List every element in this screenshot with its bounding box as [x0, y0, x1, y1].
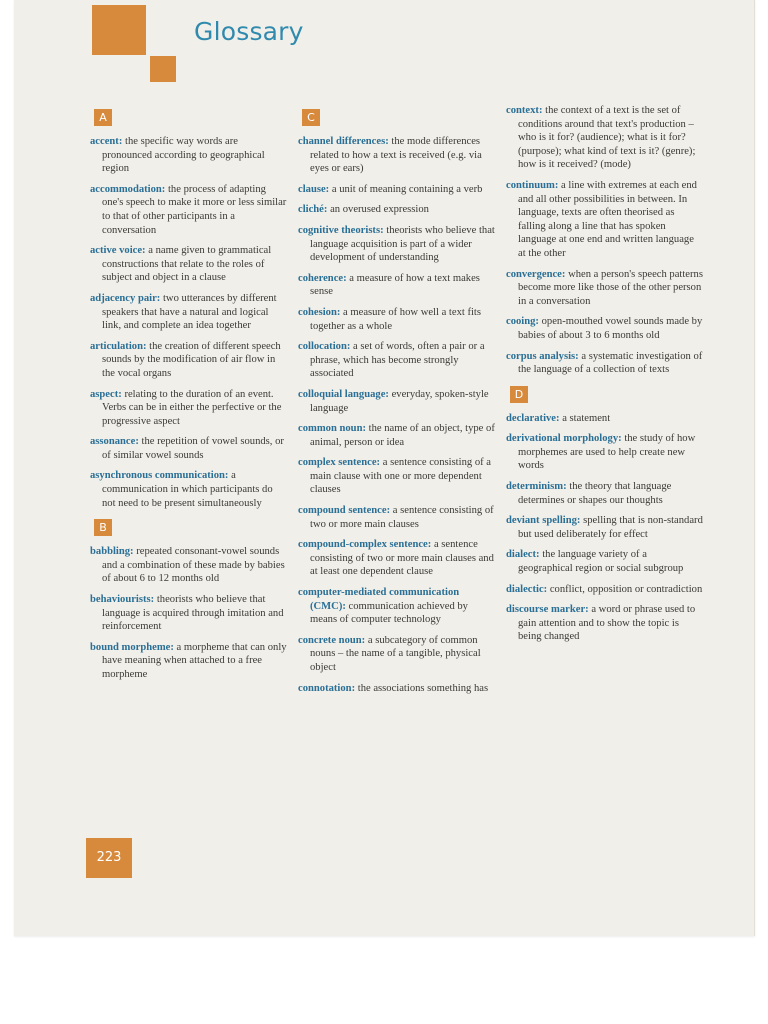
glossary-definition: a measure of how a text makes sense [310, 272, 480, 298]
glossary-column-2 [298, 107, 496, 702]
glossary-term: convergence: [506, 268, 566, 280]
glossary-definition: the specific way words are pronounced according to geographical region [102, 136, 265, 175]
glossary-column-3 [506, 104, 704, 651]
glossary-definition: a morpheme that can only have meaning when attached to a free morpheme [102, 641, 287, 680]
glossary-entry [90, 135, 288, 176]
glossary-definition: a word or phrase used to gain attention and to show the topic is being changed [518, 604, 696, 643]
glossary-entry [298, 306, 496, 333]
glossary-term: clause: [298, 183, 330, 195]
glossary-entry [506, 104, 704, 172]
glossary-definition: repeated consonant-vowel sounds and a combination of these made by babies of about 6 to 12 months old [102, 546, 285, 585]
glossary-page [14, 0, 755, 936]
glossary-term: assonance: [90, 436, 139, 448]
glossary-term: determinism: [506, 481, 567, 493]
glossary-definition: everyday, spoken-style language [310, 388, 489, 414]
glossary-entry [298, 538, 496, 579]
glossary-term: declarative: [506, 412, 560, 424]
glossary-definition: a statement [562, 412, 611, 424]
glossary-definition: open-mouthed vowel sounds made by babies of about 3 to 6 months old [518, 316, 703, 341]
glossary-entry [90, 469, 288, 510]
glossary-entry [506, 350, 704, 377]
section-letter-badge: A [94, 109, 112, 126]
glossary-term: channel differences: [298, 136, 389, 147]
glossary-term: dialectic: [506, 583, 548, 595]
glossary-term: babbling: [90, 546, 134, 558]
glossary-entry [506, 179, 704, 261]
glossary-definition: the language variety of a geographical region or social subgroup [518, 549, 684, 575]
glossary-term: accommodation: [90, 183, 166, 195]
glossary-entry [298, 456, 496, 497]
glossary-term: complex sentence: [298, 457, 381, 469]
glossary-definition: a measure of how well a text fits together as a whole [310, 306, 481, 332]
section-letter-badge: D [510, 386, 528, 403]
glossary-definition: the creation of different speech sounds by the modification of air flow in the vocal organs [102, 340, 281, 379]
glossary-term: deviant spelling: [506, 515, 581, 527]
glossary-entry [506, 514, 704, 541]
glossary-entry [90, 435, 288, 462]
glossary-term: cohesion: [298, 306, 341, 318]
glossary-definition: the theory that language determines or shapes our thoughts [518, 481, 672, 506]
glossary-entry [90, 388, 288, 429]
glossary-entry [298, 224, 496, 265]
glossary-term: context: [506, 105, 543, 116]
glossary-definition: the mode differences related to how a text is received (e.g. via eyes or ears) [310, 136, 482, 175]
glossary-entry [506, 583, 704, 597]
glossary-term: bound morpheme: [90, 641, 174, 653]
glossary-entry [90, 545, 288, 586]
page-number: 223 [86, 838, 132, 878]
glossary-entry [90, 244, 288, 285]
glossary-definition: a line with extremes at each end and all other possibilities in between. In language, texts are often theorised as falling along a line that has spoken language at one end and written language at the other [518, 179, 697, 259]
glossary-definition: theorists who believe that language acquisition is part of a wider development of understanding [310, 224, 495, 264]
glossary-entry [90, 183, 288, 237]
glossary-definition: when a person's speech patterns become more like those of the other person in a conversation [518, 268, 703, 307]
glossary-definition: the repetition of vowel sounds, or of similar vowel sounds [102, 436, 284, 461]
glossary-term: dialect: [506, 549, 540, 561]
glossary-entry [298, 422, 496, 449]
glossary-term: collocation: [298, 341, 351, 353]
glossary-definition: the process of adapting one's speech to make it more or less similar to that of other participants in a conversation [102, 183, 287, 236]
glossary-term: continuum: [506, 179, 559, 191]
glossary-definition: the associations something has [357, 682, 489, 694]
glossary-entry [90, 340, 288, 381]
glossary-entry [506, 548, 704, 575]
glossary-term: aspect: [90, 388, 122, 400]
glossary-entry [506, 315, 704, 342]
glossary-definition: spelling that is non-standard but used deliberately for effect [518, 515, 703, 540]
glossary-entry [506, 412, 704, 426]
glossary-definition: two utterances by different speakers that have a natural and logical link, and complete an idea together [102, 292, 277, 332]
glossary-definition: the study of how morphemes are used to help create new words [518, 433, 696, 472]
glossary-definition: conflict, opposition or contradiction [549, 583, 703, 595]
glossary-term: discourse marker: [506, 604, 589, 616]
glossary-definition: a systematic investigation of the language of a collection of texts [518, 350, 703, 376]
section-letter-badge: B [94, 519, 112, 536]
glossary-term: cliché: [298, 204, 328, 216]
glossary-term: articulation: [90, 340, 147, 352]
glossary-definition: a set of words, often a pair or a phrase, which has become strongly associated [310, 341, 485, 380]
glossary-term: compound-complex sentence: [298, 539, 432, 551]
glossary-entry [298, 135, 496, 176]
glossary-entry [90, 593, 288, 634]
glossary-entry [298, 183, 496, 197]
glossary-entry [298, 504, 496, 531]
glossary-entry [298, 272, 496, 299]
glossary-entry [298, 634, 496, 675]
glossary-definition: theorists who believe that language is acquired through imitation and reinforcement [102, 594, 284, 633]
glossary-entry [506, 480, 704, 507]
glossary-term: accent: [90, 136, 123, 147]
glossary-term: corpus analysis: [506, 350, 579, 362]
glossary-definition: a sentence consisting of a main clause with one or more dependent clauses [310, 457, 491, 496]
glossary-definition: an overused expression [330, 204, 429, 216]
glossary-term: asynchronous communication: [90, 470, 229, 482]
logo-square-large [92, 5, 146, 55]
glossary-entry [506, 603, 704, 644]
glossary-term: concrete noun: [298, 634, 366, 646]
glossary-definition: relating to the duration of an event. Verbs can be in either the perfective or the progressive aspect [102, 388, 282, 427]
glossary-definition: a sentence consisting of two or more main clauses [310, 505, 494, 530]
glossary-entry [90, 292, 288, 333]
glossary-term: colloquial language: [298, 388, 389, 400]
page-title: Glossary [194, 17, 304, 46]
glossary-term: coherence: [298, 272, 347, 284]
glossary-definition: a name given to grammatical constructions that relate to the roles of subject and object in a clause [102, 245, 272, 284]
glossary-entry [298, 203, 496, 217]
glossary-definition: the context of a text is the set of conditions around that text's production – who is it for? (audience); what is it for? (purpose); what kind of text is it? (genre); how is it received? (mode) [518, 105, 696, 171]
glossary-entry [298, 586, 496, 627]
glossary-entry [298, 340, 496, 381]
glossary-term: adjacency pair: [90, 292, 161, 304]
glossary-term: derivational morphology: [506, 433, 622, 445]
glossary-term: active voice: [90, 245, 146, 257]
glossary-entry [298, 388, 496, 415]
glossary-column-1 [90, 107, 288, 689]
glossary-term: cooing: [506, 316, 539, 328]
glossary-term: computer-mediated communication (CMC): [298, 587, 460, 612]
glossary-definition: a sentence consisting of two or more main clauses and at least one dependent clause [310, 539, 494, 578]
glossary-entry [506, 432, 704, 473]
glossary-definition: communication achieved by means of computer technology [310, 600, 468, 626]
logo-square-small [150, 56, 176, 82]
glossary-definition: a subcategory of common nouns – the name of a tangible, physical object [310, 634, 481, 673]
glossary-definition: a communication in which participants do not need to be present simultaneously [102, 470, 273, 509]
glossary-term: cognitive theorists: [298, 224, 384, 236]
glossary-entry [90, 641, 288, 682]
glossary-term: common noun: [298, 423, 366, 435]
glossary-entry [506, 268, 704, 309]
glossary-definition: a unit of meaning containing a verb [331, 183, 483, 195]
glossary-term: connotation: [298, 682, 356, 694]
glossary-term: compound sentence: [298, 505, 391, 517]
glossary-term: behaviourists: [90, 594, 155, 606]
glossary-definition: the name of an object, type of animal, person or idea [310, 423, 495, 448]
section-letter-badge: C [302, 109, 320, 126]
glossary-entry [298, 682, 496, 696]
